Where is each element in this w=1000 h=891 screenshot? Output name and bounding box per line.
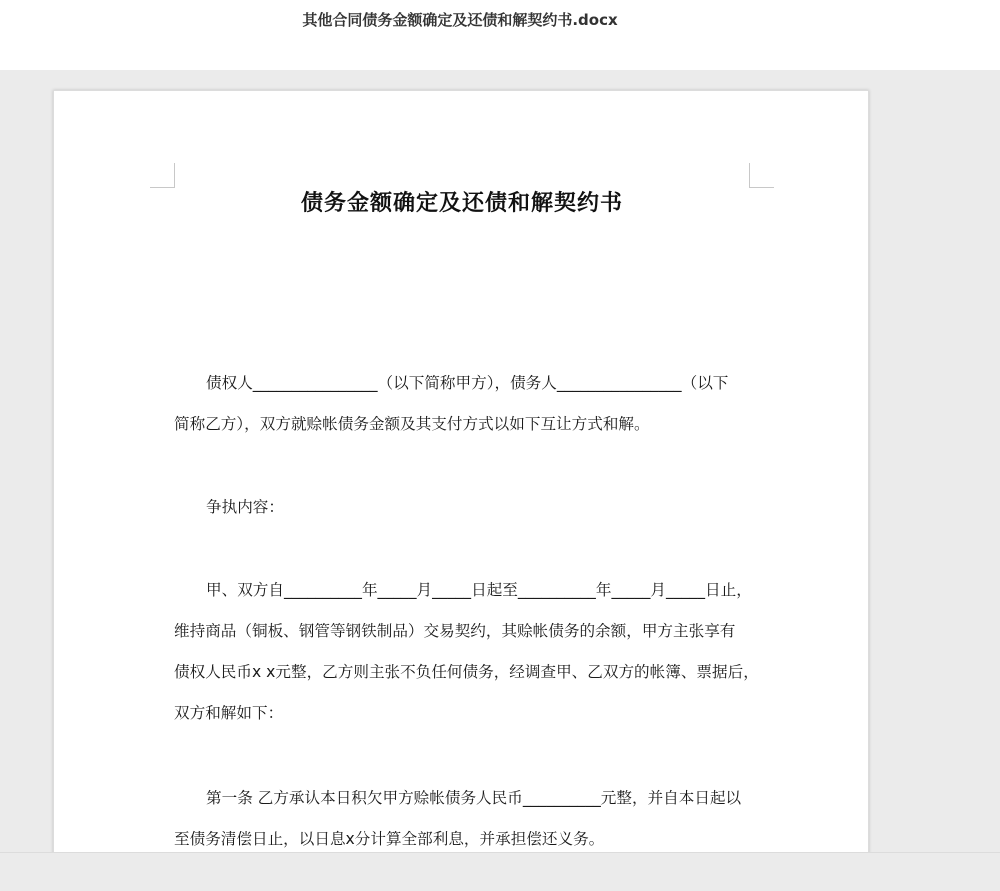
paragraph-line: 争执内容： — [206, 498, 284, 516]
paragraph-line: 双方和解如下： — [174, 704, 284, 722]
paragraph-dispute-heading — [174, 487, 754, 528]
paragraph-article-1 — [174, 778, 754, 860]
bottom-bar — [0, 852, 1000, 891]
paragraph-line: 债权人________________（以下简称甲方），债务人________________（以下 — [206, 374, 729, 392]
margin-corner-top-left — [150, 163, 175, 188]
paragraph-line: 债权人民币x x元整，乙方则主张不负任何债务，经调查甲、乙双方的帐簿、票据后， — [174, 663, 759, 681]
document-heading: 债务金额确定及还债和解契约书 — [300, 191, 623, 216]
title-bar — [0, 0, 1000, 70]
margin-corner-top-right — [749, 163, 774, 188]
paragraph-line: 简称乙方），双方就赊帐债务金额及其支付方式以如下互让方式和解。 — [174, 415, 650, 433]
paragraph-parties — [174, 363, 754, 445]
paragraph-line: 至债务清偿日止，以日息x分计算全部利息，并承担偿还义务。 — [174, 830, 605, 848]
paragraph-line: 甲、双方自__________年_____月_____日起至__________年_____月_____日止， — [206, 581, 752, 599]
paragraph-dispute-content — [174, 570, 759, 734]
paragraph-line: 维持商品（铜板、钢管等钢铁制品）交易契约，其赊帐债务的余额，甲方主张享有 — [174, 622, 736, 640]
paragraph-line: 第一条 乙方承认本日积欠甲方赊帐债务人民币__________元整，并自本日起以 — [206, 789, 742, 807]
document-page[interactable] — [53, 90, 869, 890]
document-filename: 其他合同债务金额确定及还债和解契约书.docx — [302, 11, 618, 29]
